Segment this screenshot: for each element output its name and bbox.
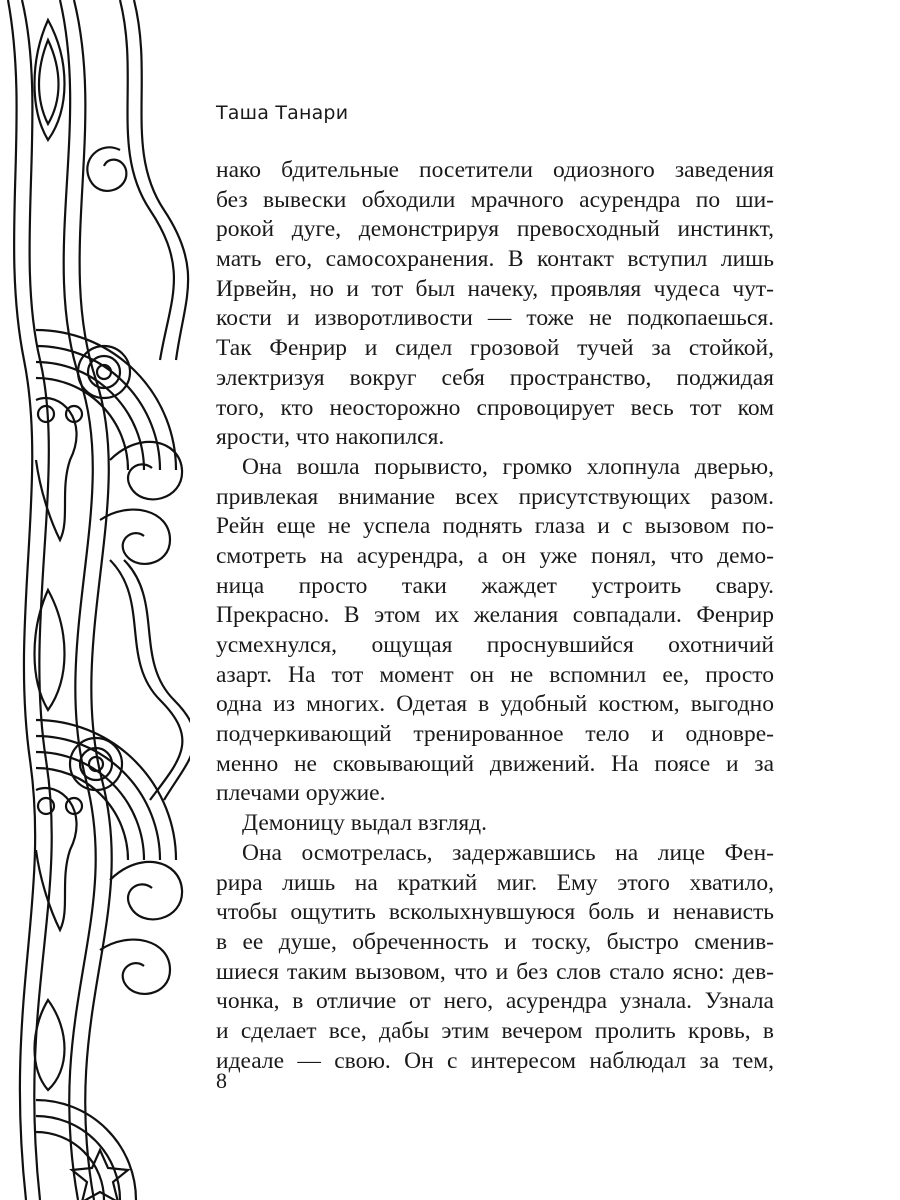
text-line: Она осмотрелась, задержавшись на лице Фен- [242, 839, 774, 866]
decorative-border-ornament [0, 0, 190, 1200]
text-line: Прекрасно. В этом их желания совпадали. Фенрир [216, 602, 774, 629]
text-line: Так Фенрир и сидел грозовой тучей за стойкой, [216, 335, 774, 362]
text-line: ярости, что накопился. [216, 424, 445, 451]
text-line: азарт. На тот момент он не вспомнил ее, просто [216, 661, 774, 688]
text-line: и сделает все, дабы этим вечером пролить кровь, в [216, 1017, 774, 1044]
body-text [216, 156, 774, 1076]
text-line: шиеся таким вызовом, что и без слов стало ясно: дев- [216, 958, 774, 985]
text-line: чтобы ощутить всколыхнувшуюся боль и ненависть [216, 899, 774, 926]
text-line: в ее душе, обреченность и тоску, быстро сменив- [216, 928, 774, 955]
text-line: кости и изворотливости — тоже не подкопаешься. [216, 305, 774, 332]
text-line: идеале — свою. Он с интересом наблюдал за тем, [216, 1047, 774, 1074]
text-line: ница просто таки жаждет устроить свару. [216, 572, 774, 599]
text-line: плечами оружие. [216, 780, 386, 807]
text-line: усмехнулся, ощущая проснувшийся охотничий [216, 632, 774, 658]
text-line: нако бдительные посетители одиозного заведения [216, 157, 774, 183]
text-line: чонка, в отличие от него, асурендра узнала. Узнала [216, 988, 774, 1015]
page-number: 8 [216, 1068, 227, 1093]
text-line: менно не сковывающий движений. На поясе и за [216, 750, 774, 777]
text-line: электризуя вокруг себя пространство, поджидая [216, 364, 774, 391]
text-line: смотреть на асурендра, а он уже понял, что демо- [216, 542, 774, 569]
text-line: рокой дуге, демонстрируя превосходный инстинкт, [216, 216, 774, 243]
running-header-author: Таша Танари [216, 102, 349, 124]
text-line: Рейн еще не успела поднять глаза и с вызовом по- [216, 513, 774, 540]
text-line: Демоницу выдал взгляд. [242, 810, 487, 837]
text-line: привлекая внимание всех присутствующих разом. [216, 483, 774, 510]
text-line: Ирвейн, но и тот был начеку, проявляя чудеса чут- [216, 275, 774, 302]
text-line: подчеркивающий тренированное тело и одновре- [216, 721, 774, 748]
text-line: одна из многих. Одетая в удобный костюм, выгодно [216, 691, 774, 718]
text-line: того, кто неосторожно спровоцирует весь тот ком [216, 394, 774, 421]
text-line: мать его, самосохранения. В контакт вступил лишь [216, 246, 774, 273]
text-line: без вывески обходили мрачного асурендра по ши- [216, 186, 774, 213]
text-line: Она вошла порывисто, громко хлопнула дверью, [242, 453, 774, 480]
text-line: рира лишь на краткий миг. Ему этого хватило, [216, 869, 774, 896]
